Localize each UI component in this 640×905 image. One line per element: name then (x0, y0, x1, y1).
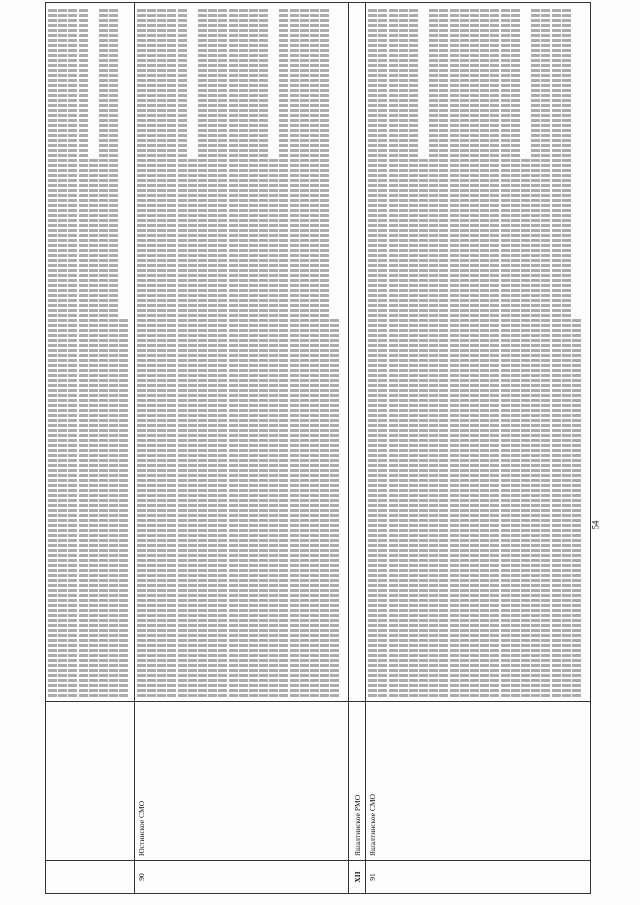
table-row (46, 3, 135, 894)
section-body (349, 3, 366, 702)
rotated-table-container (45, 10, 591, 894)
row-description (366, 3, 591, 702)
row-number (46, 861, 135, 894)
table-row (134, 3, 348, 894)
illegible-text-block (137, 7, 340, 697)
section-name: Яшалтинское РМО (349, 702, 366, 861)
row-number: 90 (134, 861, 348, 894)
table-row (366, 3, 591, 894)
municipality-name: Яшалтинское СМО (366, 702, 591, 861)
section-number: XII (349, 861, 366, 894)
page-number: 54 (590, 520, 601, 530)
municipality-table (45, 2, 591, 894)
illegible-text-block (368, 7, 581, 697)
municipality-name: Юстинское СМО (134, 702, 348, 861)
row-description (134, 3, 348, 702)
illegible-text-block (48, 7, 128, 697)
municipality-name (46, 702, 135, 861)
section-row (349, 3, 366, 894)
row-number: 91 (366, 861, 591, 894)
row-description (46, 3, 135, 702)
